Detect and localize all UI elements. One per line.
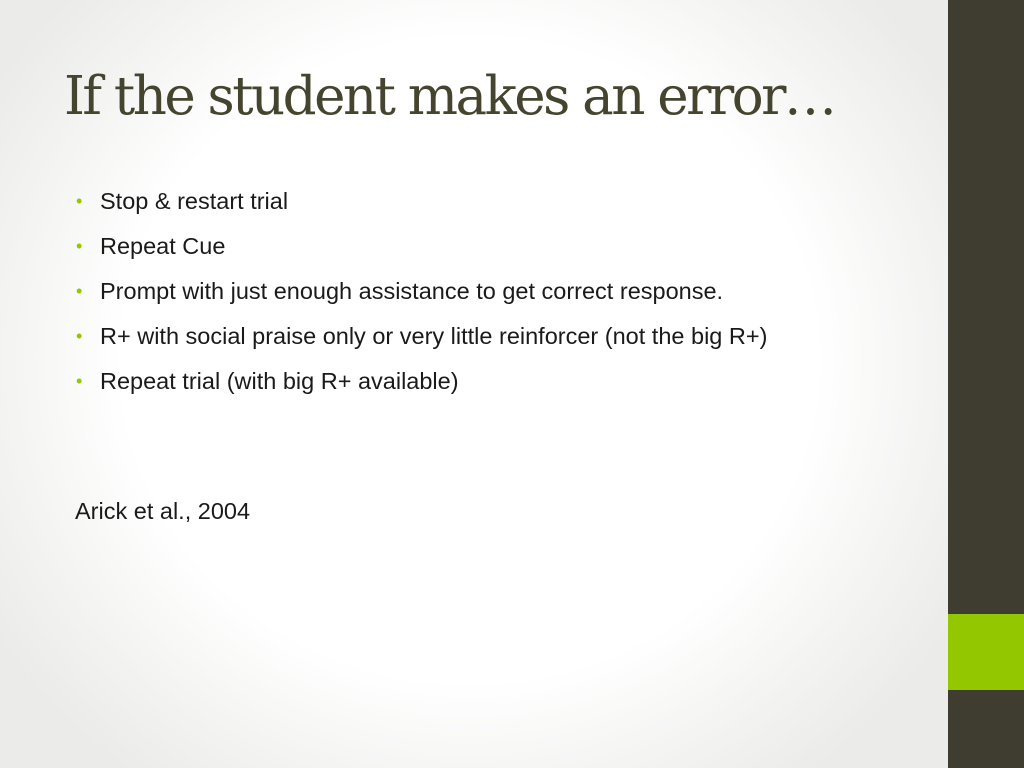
bullet-item — [76, 274, 886, 308]
sidebar-bar — [948, 0, 1024, 768]
bullet-item — [76, 184, 886, 218]
bullet-item — [76, 229, 886, 263]
bullet-text: Stop & restart trial — [100, 188, 289, 214]
bullet-dot-icon: • — [76, 326, 83, 346]
bullet-text: Prompt with just enough assistance to get correct response. — [100, 278, 724, 304]
bullet-item — [76, 319, 886, 353]
slide-title: If the student makes an error… — [64, 66, 835, 127]
bullet-text: R+ with social praise only or very little reinforcer (not the big R+) — [100, 323, 768, 349]
bullet-text: Repeat trial (with big R+ available) — [100, 368, 459, 394]
bullet-dot-icon: • — [76, 281, 83, 301]
bullet-text: Repeat Cue — [100, 233, 226, 259]
accent-block — [948, 614, 1024, 690]
bullet-dot-icon: • — [76, 236, 83, 256]
citation: Arick et al., 2004 — [75, 498, 251, 524]
bullet-dot-icon: • — [76, 371, 83, 391]
bullet-item — [76, 364, 886, 398]
bullet-dot-icon: • — [76, 191, 83, 211]
bullet-list — [76, 184, 886, 409]
